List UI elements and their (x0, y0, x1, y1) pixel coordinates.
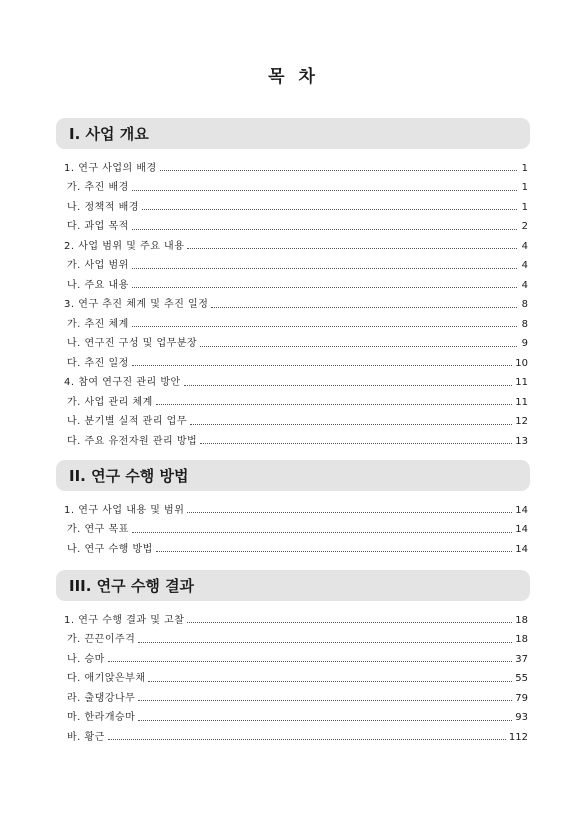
leader-dots (132, 287, 517, 288)
toc-entry-label: 가. 끈끈이주걱 (67, 634, 136, 646)
toc-section-2 (56, 460, 530, 560)
toc-entry-page: 4 (521, 240, 528, 252)
toc-entry[interactable] (56, 159, 530, 179)
leader-dots (108, 739, 506, 740)
leader-dots (132, 268, 517, 269)
toc-entry-label: 1. 연구 수행 결과 및 고찰 (64, 614, 185, 626)
toc-entry-page: 11 (515, 377, 528, 389)
leader-dots (184, 385, 513, 386)
leader-dots (187, 622, 512, 623)
toc-entry-label: 나. 분기별 실적 관리 업무 (67, 416, 187, 428)
toc-entry-label: 1. 연구 사업 내용 및 범위 (64, 504, 185, 516)
toc-entry-page: 14 (515, 504, 528, 516)
leader-dots (187, 248, 517, 249)
toc-entry-label: 2. 사업 범위 및 주요 내용 (64, 240, 185, 252)
toc-list (56, 611, 530, 748)
toc-entry-page: 11 (515, 396, 528, 408)
leader-dots (138, 700, 512, 701)
toc-entry-page: 14 (515, 524, 528, 536)
toc-entry-label: 가. 추진 체계 (67, 318, 129, 330)
leader-dots (132, 365, 512, 366)
toc-entry-label: 4. 참여 연구진 관리 방안 (64, 377, 181, 389)
page-title: 목 차 (268, 67, 319, 87)
toc-entry[interactable] (56, 393, 530, 413)
toc-entry-page: 2 (521, 221, 528, 233)
toc-entry-page: 55 (515, 673, 528, 685)
toc-entry[interactable] (56, 521, 530, 541)
toc-entry-label: 가. 연구 목표 (67, 524, 129, 536)
toc-entry-page: 12 (515, 416, 528, 428)
toc-entry-label: 가. 추진 배경 (67, 182, 129, 194)
toc-entry-page: 10 (515, 357, 528, 369)
toc-entry-page: 4 (521, 260, 528, 272)
toc-entry[interactable] (56, 354, 530, 374)
leader-dots (211, 307, 517, 308)
toc-entry[interactable] (56, 218, 530, 238)
toc-entry-label: 3. 연구 추진 체계 및 추진 일정 (64, 299, 209, 311)
toc-entry-label: 다. 주요 유전자원 관리 방법 (67, 435, 198, 447)
leader-dots (138, 720, 512, 721)
toc-entry-page: 4 (521, 279, 528, 291)
toc-entry[interactable] (56, 296, 530, 316)
toc-entry[interactable] (56, 728, 530, 748)
toc-entry-label: 가. 사업 관리 체계 (67, 396, 153, 408)
toc-entry-page: 14 (515, 543, 528, 555)
toc-entry[interactable] (56, 237, 530, 257)
toc-section-3 (56, 570, 530, 748)
toc-entry-label: 마. 한라개승마 (67, 712, 136, 724)
toc-section-1 (56, 118, 530, 452)
leader-dots (108, 661, 512, 662)
toc-entry-page: 13 (515, 435, 528, 447)
section-header: II. 연구 수행 방법 (56, 460, 530, 491)
leader-dots (187, 512, 512, 513)
toc-entry[interactable] (56, 413, 530, 433)
toc-entry-label: 다. 과업 목적 (67, 221, 129, 233)
toc-entry-label: 나. 주요 내용 (67, 279, 129, 291)
toc-entry[interactable] (56, 611, 530, 631)
toc-entry-page: 1 (521, 201, 528, 213)
leader-dots (190, 424, 512, 425)
section-header: III. 연구 수행 결과 (56, 570, 530, 601)
toc-entry-label: 나. 승마 (67, 653, 105, 665)
toc-entry-label: 다. 추진 일정 (67, 357, 129, 369)
toc-entry-label: 다. 애기앉은부채 (67, 673, 146, 685)
toc-entry-label: 바. 황근 (67, 731, 105, 743)
toc-entry-page: 79 (515, 692, 528, 704)
toc-entry[interactable] (56, 650, 530, 670)
leader-dots (200, 346, 517, 347)
toc-entry[interactable] (56, 689, 530, 709)
section-header: I. 사업 개요 (56, 118, 530, 149)
leader-dots (156, 551, 512, 552)
toc-entry[interactable] (56, 276, 530, 296)
toc-entry-page: 9 (521, 338, 528, 350)
toc-entry-page: 8 (521, 318, 528, 330)
toc-entry[interactable] (56, 374, 530, 394)
toc-list (56, 501, 530, 560)
leader-dots (142, 209, 517, 210)
toc-entry[interactable] (56, 198, 530, 218)
toc-entry-page: 37 (515, 653, 528, 665)
toc-entry[interactable] (56, 670, 530, 690)
toc-entry-page: 112 (508, 731, 528, 743)
toc-entry-page: 18 (515, 614, 528, 626)
toc-entry[interactable] (56, 540, 530, 560)
toc-entry-label: 나. 정책적 배경 (67, 201, 139, 213)
toc-entry-page: 8 (521, 299, 528, 311)
leader-dots (156, 404, 512, 405)
toc-entry-label: 가. 사업 범위 (67, 260, 129, 272)
toc-entry-page: 93 (515, 712, 528, 724)
toc-entry-label: 라. 출댕강나무 (67, 692, 136, 704)
toc-entry-label: 1. 연구 사업의 배경 (64, 162, 157, 174)
leader-dots (132, 326, 517, 327)
toc-entry[interactable] (56, 257, 530, 277)
toc-entry[interactable] (56, 315, 530, 335)
toc-entry[interactable] (56, 335, 530, 355)
toc-entry[interactable] (56, 501, 530, 521)
leader-dots (132, 532, 512, 533)
toc-entry-page: 18 (515, 634, 528, 646)
leader-dots (200, 443, 512, 444)
toc-entry-page: 1 (521, 182, 528, 194)
toc-entry[interactable] (56, 631, 530, 651)
toc-entry[interactable] (56, 432, 530, 452)
leader-dots (148, 681, 512, 682)
toc-entry-label: 나. 연구 수행 방법 (67, 543, 153, 555)
leader-dots (132, 229, 517, 230)
toc-entry[interactable] (56, 709, 530, 729)
leader-dots (160, 170, 517, 171)
toc-list (56, 159, 530, 452)
leader-dots (138, 642, 512, 643)
toc-entry-label: 나. 연구진 구성 및 업무분장 (67, 338, 198, 350)
toc-entry-page: 1 (521, 162, 528, 174)
toc-entry[interactable] (56, 179, 530, 199)
leader-dots (132, 190, 517, 191)
